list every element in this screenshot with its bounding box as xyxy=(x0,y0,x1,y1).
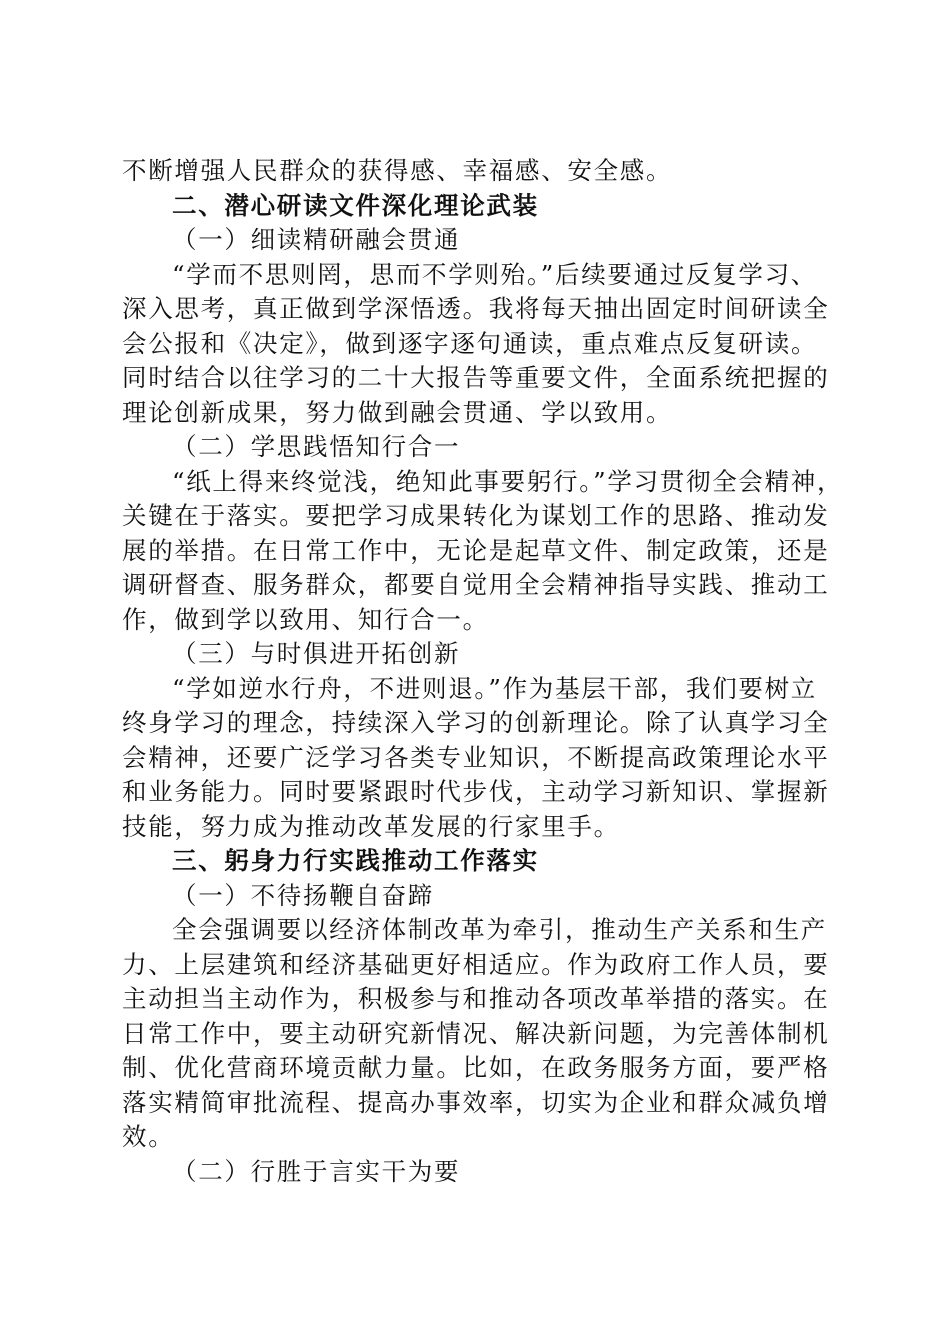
text-line: 技能，努力成为推动改革发展的行家里手。 xyxy=(122,811,620,841)
section-heading-3: 三、躬身力行实践推动工作落实 xyxy=(172,846,539,875)
subsection-heading-3-1: （一）不待扬鞭自奋蹄 xyxy=(172,880,434,910)
text-line: 效。 xyxy=(122,1122,175,1151)
text-line: 展的举措。在日常工作中，无论是起草文件、制定政策，还是 xyxy=(122,535,830,565)
text-line: 作，做到学以致用、知行合一。 xyxy=(122,604,489,634)
text-line: 同时结合以往学习的二十大报告等重要文件，全面系统把握的 xyxy=(122,363,830,392)
text-line: “学而不思则罔，思而不学则殆。”后续要通过反复学习、 xyxy=(172,259,817,289)
text-line: 力、上层建筑和经济基础更好相适应。作为政府工作人员，要 xyxy=(122,949,830,979)
document-body xyxy=(122,154,844,1189)
subsection-heading-2-1: （一）细读精研融会贯通 xyxy=(172,225,461,254)
section-heading-2: 二、潜心研读文件深化理论武装 xyxy=(172,190,539,220)
text-line: 深入思考，真正做到学深悟透。我将每天抽出固定时间研读全 xyxy=(122,294,830,323)
subsection-heading-2-2: （二）学思践悟知行合一 xyxy=(172,432,461,461)
text-line: “纸上得来终觉浅，绝知此事要躬行。”学习贯彻全会精神， xyxy=(172,466,844,496)
text-line: 关键在于落实。要把学习成果转化为谋划工作的思路、推动发 xyxy=(122,501,830,530)
text-line: 终身学习的理念，持续深入学习的创新理论。除了认真学习全 xyxy=(122,708,830,737)
text-line: 制、优化营商环境贡献力量。比如，在政务服务方面，要严格 xyxy=(122,1053,830,1082)
subsection-heading-2-3: （三）与时俱进开拓创新 xyxy=(172,639,461,668)
text-line: 日常工作中，要主动研究新情况、解决新问题，为完善体制机 xyxy=(122,1018,830,1048)
text-line: 会公报和《决定》，做到逐字逐句通读，重点难点反复研读。 xyxy=(122,328,818,358)
text-line: 全会强调要以经济体制改革为牵引，推动生产关系和生产 xyxy=(172,915,827,944)
text-line: “学如逆水行舟，不进则退。”作为基层干部，我们要树立 xyxy=(172,673,817,703)
text-line: 主动担当主动作为，积极参与和推动各项改革举措的落实。在 xyxy=(122,984,830,1013)
subsection-heading-3-2: （二）行胜于言实干为要 xyxy=(172,1156,461,1186)
text-line: 和业务能力。同时要紧跟时代步伐，主动学习新知识、掌握新 xyxy=(122,777,830,806)
text-line: 不断增强人民群众的获得感、幸福感、安全感。 xyxy=(122,156,673,185)
text-line: 理论创新成果，努力做到融会贯通、学以致用。 xyxy=(122,397,673,427)
text-line: 会精神，还要广泛学习各类专业知识，不断提高政策理论水平 xyxy=(122,742,830,772)
text-line: 调研督查、服务群众，都要自觉用全会精神指导实践、推动工 xyxy=(122,570,830,599)
text-line: 落实精简审批流程、提高办事效率，切实为企业和群众减负增 xyxy=(122,1087,830,1117)
